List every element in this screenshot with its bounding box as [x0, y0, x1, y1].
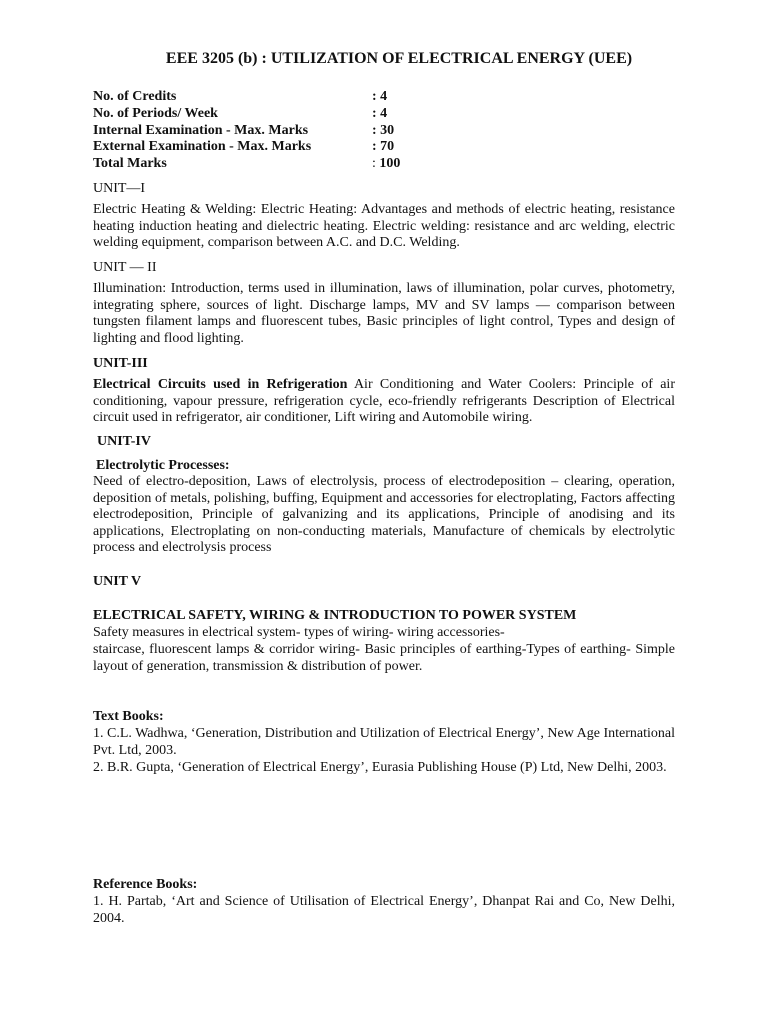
- reference-books-heading: Reference Books:: [93, 877, 198, 892]
- meta-value: : 4: [372, 89, 388, 104]
- text-book-item: 2. B.R. Gupta, ‘Generation of Electrical Energy’, Eurasia Publishing House (P) Ltd, New Delhi, 2003.: [93, 760, 667, 775]
- unit2-heading: UNIT — II: [93, 260, 157, 275]
- unit3-body: [93, 377, 675, 427]
- unit4-heading: UNIT-IV: [97, 434, 151, 449]
- meta-row-periods: [93, 106, 423, 123]
- meta-row-total: [93, 156, 423, 173]
- course-meta: [93, 89, 423, 173]
- unit3-lead: Electrical Circuits used in Refrigeration: [93, 377, 348, 392]
- meta-value: : 4: [372, 105, 388, 121]
- unit5-body: staircase, fluorescent lamps & corridor wiring- Basic principles of earthing-Types of earthing- Simple layout of generation, transmission & distribution of power.: [93, 642, 675, 674]
- meta-row-internal: [93, 123, 423, 140]
- unit5-line1: Safety measures in electrical system- types of wiring- wiring accessories-: [93, 625, 505, 640]
- meta-label: External Examination - Max. Marks: [93, 139, 312, 155]
- unit3-heading: UNIT-III: [93, 356, 148, 371]
- meta-colon: :: [372, 156, 380, 172]
- unit1-heading: UNIT—I: [93, 181, 146, 196]
- text-books-heading: Text Books:: [93, 709, 164, 724]
- unit4-subheading: Electrolytic Processes:: [96, 458, 230, 473]
- meta-label: No. of Periods/ Week: [93, 105, 218, 121]
- unit3-text: Air Conditioning and Water Coolers: Principle of air conditioning, vapour pressure, refrigeration cycle, eco-friendly refrigerants Description of Electrical circuit used in refrigerator, air conditioner, Lift wiring and Automobile wiring.: [93, 377, 675, 425]
- text-book-item: 1. C.L. Wadhwa, ‘Generation, Distribution and Utilization of Electrical Energy’, New Age International Pvt. Ltd, 2003.: [93, 726, 675, 758]
- meta-row-credits: [93, 89, 423, 106]
- meta-label: Total Marks: [93, 156, 167, 172]
- meta-value: 100: [379, 156, 401, 172]
- unit4-body: Need of electro-deposition, Laws of electrolysis, process of electrodeposition – clearing, operation, deposition of metals, polishing, buffing, Equipment and accessories for electroplating, Factors affecting electrodeposition, Principle of galvanizing and its applications, Principle of anodising and its applications, Electroplating on non-conducting materials, Manufacture of chemicals by electrolytic process and electrolysis process: [93, 474, 675, 555]
- meta-value: : 70: [372, 139, 395, 155]
- reference-book-item: 1. H. Partab, ‘Art and Science of Utilisation of Electrical Energy’, Dhanpat Rai and Co, New Delhi, 2004.: [93, 894, 675, 926]
- meta-label: No. of Credits: [93, 89, 177, 104]
- meta-row-external: [93, 139, 423, 156]
- unit5-heading: UNIT V: [93, 574, 142, 589]
- unit1-body: Electric Heating & Welding: Electric Heating: Advantages and methods of electric heating, resistance heating induction heating and dielectric heating. Electric welding: resistance and arc welding, electric welding equipment, comparison between A.C. and D.C. Welding.: [93, 202, 675, 250]
- course-title: EEE 3205 (b) : UTILIZATION OF ELECTRICAL ENERGY (UEE): [165, 50, 633, 67]
- meta-value: : 30: [372, 122, 395, 138]
- unit2-body: Illumination: Introduction, terms used in illumination, laws of illumination, polar curves, photometry, integrating sphere, sources of light. Discharge lamps, MV and SV lamps — comparison between tungsten filament lamps and fluorescent tubes, Basic principles of light control, Types and design of lighting and flood lighting.: [93, 281, 675, 346]
- unit5-subheading: ELECTRICAL SAFETY, WIRING & INTRODUCTION TO POWER SYSTEM: [93, 608, 577, 623]
- meta-label: Internal Examination - Max. Marks: [93, 122, 309, 138]
